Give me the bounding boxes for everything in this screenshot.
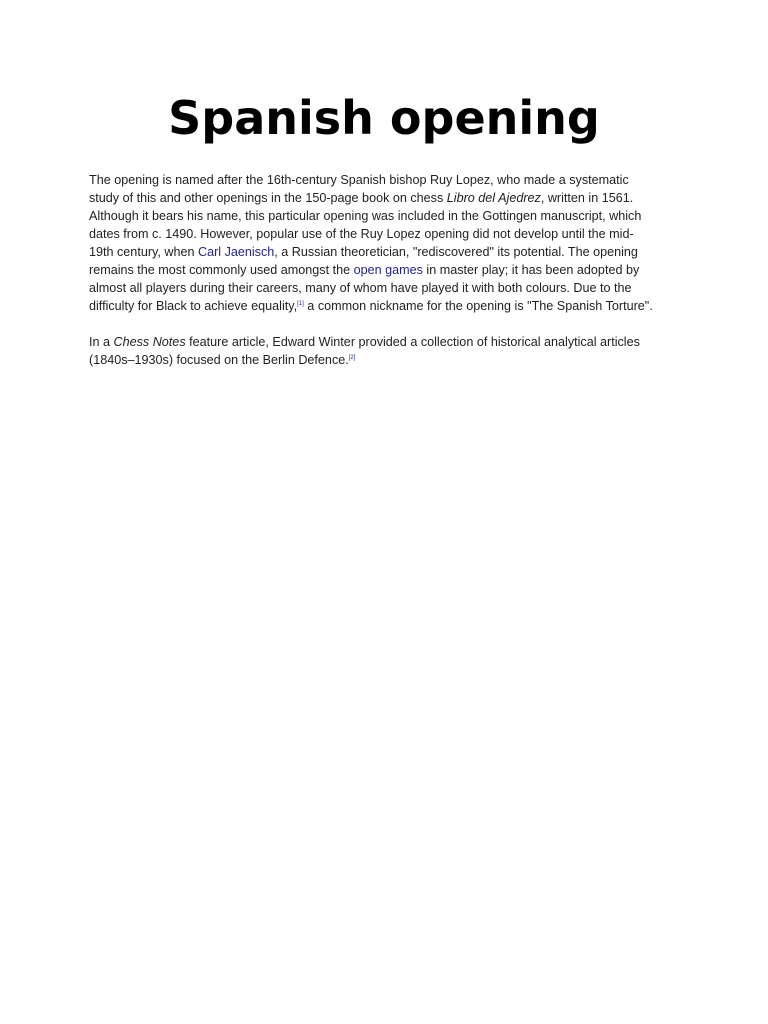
text-line [89,261,689,279]
text-run: 19th century, when [89,245,198,259]
link-open-games[interactable]: open games [353,263,423,277]
page-title: Spanish opening [168,91,600,145]
text-run: The opening is named after the 16th-century Spanish bishop Ruy Lopez, who made a systematic [89,173,629,187]
paragraph-history [89,171,689,315]
book-title: Libro del Ajedrez [446,191,541,205]
text-line [89,189,689,207]
text-run: Although it bears his name, this particular opening was included in the Gottingen manuscript, which [89,209,642,223]
link-carl-jaenisch[interactable]: Carl Jaenisch [197,245,275,259]
text-line [89,333,689,351]
citation-ref-2[interactable]: [2] [348,355,356,361]
text-run: difficulty for Black to achieve equality, [89,299,298,313]
text-line [89,279,689,297]
text-line [89,207,689,225]
text-run: (1840s–1930s) focused on the Berlin Defence. [89,353,349,367]
text-run: remains the most commonly used amongst the [89,263,354,277]
text-run: in master play; it has been adopted by [422,263,640,277]
text-line [89,225,689,243]
text-line [89,243,689,261]
text-run: a common nickname for the opening is "The Spanish Torture". [303,299,653,313]
text-run: study of this and other openings in the 150-page book on chess [89,191,447,205]
paragraph-chess-notes [89,333,689,369]
text-run: , a Russian theoretician, "rediscovered" its potential. The opening [274,245,638,259]
text-run: In a [89,335,114,349]
text-run: almost all players during their careers, many of whom have played it with both colours. Due to the [89,281,632,295]
publication-title: Chess Notes [113,335,186,349]
text-line [89,297,689,315]
citation-ref-1[interactable]: [1] [297,301,304,307]
text-line [89,171,689,189]
text-run: , written in 1561. [540,191,634,205]
text-run: feature article, Edward Winter provided a collection of historical analytical articles [185,335,640,349]
text-run: dates from c. 1490. However, popular use of the Ruy Lopez opening did not develop until the mid- [89,227,634,241]
text-line [89,351,689,369]
